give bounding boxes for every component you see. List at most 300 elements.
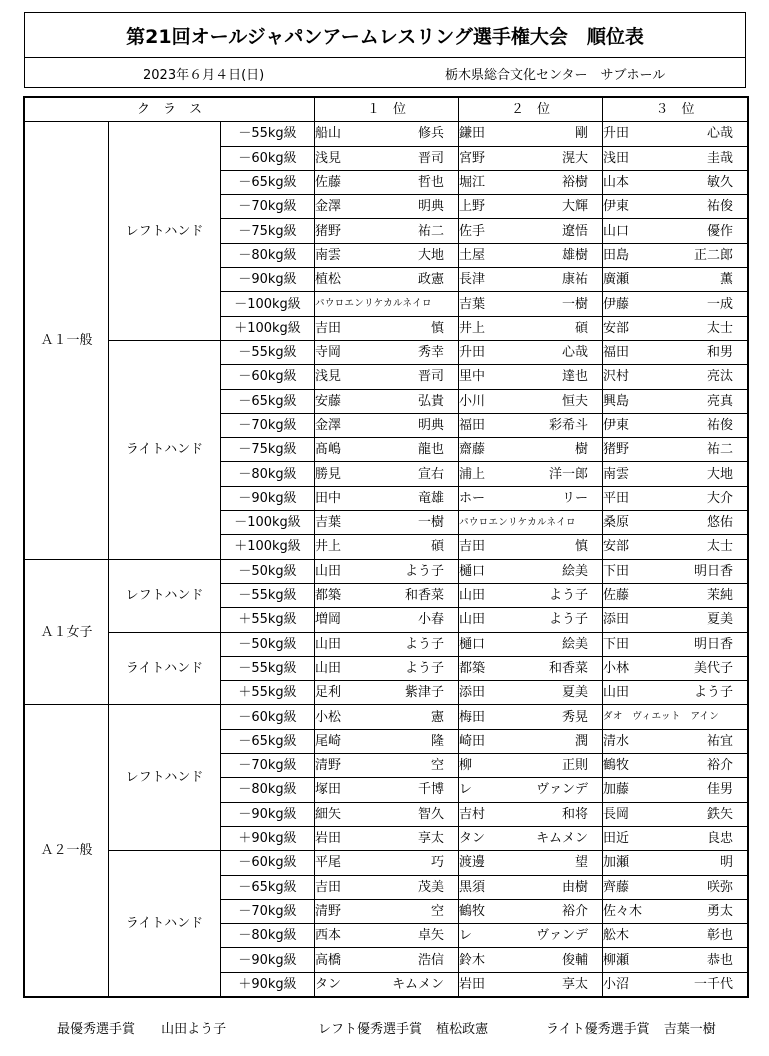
athlete-surname: 桑原	[603, 515, 630, 531]
athlete-surname: 佐手	[459, 223, 486, 239]
athlete-surname: 小松	[315, 709, 342, 725]
place-3-cell	[603, 802, 748, 826]
athlete-name	[603, 954, 747, 967]
athlete-surname: 吉葉	[315, 515, 342, 531]
athlete-given-name: 慎	[575, 539, 589, 555]
place-1-cell	[315, 365, 459, 389]
athlete-surname: 福田	[603, 345, 630, 361]
athlete-surname: 添田	[603, 612, 630, 628]
weight-class: ＋55kg級	[221, 681, 315, 705]
athlete-given-name: よう子	[405, 563, 445, 579]
athlete-surname: 田中	[315, 490, 342, 506]
athlete-given-name: 智久	[418, 806, 445, 822]
place-2-cell	[459, 316, 603, 340]
athlete-given-name: 茂美	[418, 879, 445, 895]
place-3-cell	[603, 122, 748, 146]
place-1-cell	[315, 608, 459, 632]
athlete-surname: 鎌田	[459, 126, 486, 142]
athlete-surname: 鶴牧	[603, 758, 630, 774]
table-row	[25, 122, 748, 146]
award-right	[546, 1018, 716, 1037]
place-2-cell	[459, 632, 603, 656]
place-2-cell	[459, 170, 603, 194]
athlete-given-name: ヴァンデ	[536, 782, 589, 798]
place-1-cell	[315, 146, 459, 170]
ranking-table-body	[25, 98, 748, 997]
place-1-cell	[315, 413, 459, 437]
place-1-cell	[315, 972, 459, 996]
hand-label: レフトハンド	[109, 559, 221, 632]
athlete-name	[315, 783, 458, 796]
table-header-row	[25, 98, 748, 122]
athlete-name	[315, 249, 458, 262]
athlete-given-name: 明	[720, 855, 734, 871]
athlete-name	[603, 346, 747, 359]
athlete-given-name: キムメン	[536, 831, 589, 847]
athlete-name	[315, 808, 458, 821]
athlete-name	[603, 492, 747, 505]
athlete-name	[603, 613, 747, 626]
place-2-cell	[459, 851, 603, 875]
athlete-surname: 小沼	[603, 976, 630, 992]
athlete-given-name: 晋司	[418, 150, 445, 166]
athlete-surname: 樋口	[459, 563, 486, 579]
athlete-given-name: 彩希斗	[549, 418, 589, 433]
athlete-given-name: 晋司	[418, 369, 445, 385]
athlete-surname: 吉田	[315, 879, 342, 895]
place-3-cell	[603, 583, 748, 607]
athlete-name	[459, 613, 602, 626]
place-3-cell	[603, 243, 748, 267]
place-2-cell	[459, 972, 603, 996]
athlete-given-name: 夏美	[707, 612, 734, 628]
athlete-surname: 安部	[603, 320, 630, 336]
award-best	[57, 1018, 226, 1037]
weight-class: －80kg級	[221, 778, 315, 802]
place-3-cell	[603, 413, 748, 437]
athlete-name	[459, 370, 602, 383]
athlete-name	[315, 759, 458, 772]
athlete-name	[459, 638, 602, 651]
weight-class: －55kg級	[221, 656, 315, 680]
athlete-given-name: 彰也	[707, 928, 734, 944]
weight-class: －80kg級	[221, 462, 315, 486]
athlete-surname: ホー	[459, 490, 486, 506]
athlete-surname: 吉葉	[459, 296, 486, 312]
athlete-surname: 高橋	[315, 952, 342, 968]
place-2-cell	[459, 219, 603, 243]
athlete-surname: 佐藤	[603, 588, 630, 604]
place-2-cell	[459, 243, 603, 267]
weight-class: －60kg級	[221, 365, 315, 389]
place-1-cell	[315, 511, 459, 535]
athlete-given-name: 祐二	[707, 442, 734, 458]
athlete-name	[315, 492, 458, 505]
class-group-label: Ａ１女子	[25, 559, 109, 705]
athlete-name	[459, 759, 602, 772]
athlete-name	[459, 783, 602, 796]
athlete-given-name: 美代子	[694, 660, 734, 676]
table-row	[25, 705, 748, 729]
place-3-cell	[603, 972, 748, 996]
place-2-cell	[459, 122, 603, 146]
athlete-name	[459, 468, 602, 481]
place-3-cell	[603, 559, 748, 583]
athlete-surname: 廣瀬	[603, 272, 630, 288]
athlete-name	[315, 978, 458, 991]
place-2-cell	[459, 559, 603, 583]
athlete-given-name: 祐宜	[707, 733, 734, 749]
athlete-name	[315, 225, 458, 238]
athlete-name	[459, 540, 602, 553]
header-class: ク ラ ス	[25, 98, 315, 122]
athlete-name	[459, 929, 602, 942]
athlete-surname: 植松	[315, 272, 342, 288]
athlete-given-name: ヴァンデ	[536, 928, 589, 944]
place-3-cell	[603, 899, 748, 923]
athlete-surname: 伊東	[603, 418, 630, 433]
weight-class: －70kg級	[221, 899, 315, 923]
place-1-cell	[315, 559, 459, 583]
athlete-given-name: 卓矢	[418, 928, 445, 944]
athlete-given-name: 秀晃	[562, 709, 589, 725]
athlete-given-name: 良忠	[707, 831, 734, 847]
athlete-surname: 升田	[603, 126, 630, 142]
athlete-surname: 山田	[603, 685, 630, 701]
place-1-cell	[315, 292, 459, 316]
athlete-surname: 小林	[603, 660, 630, 676]
event-date: 2023年６月４日(日)	[143, 68, 265, 83]
athlete-given-name: 慎	[431, 320, 445, 336]
place-2-cell	[459, 462, 603, 486]
class-group-label: Ａ２一般	[25, 705, 109, 997]
athlete-name	[459, 152, 602, 165]
athlete-name	[315, 200, 458, 213]
athlete-given-name: 宣右	[418, 466, 445, 482]
athlete-given-name: 佳男	[707, 782, 734, 798]
weight-class: －100kg級	[221, 511, 315, 535]
athlete-given-name: 碩	[575, 320, 589, 336]
athlete-surname: レ	[459, 782, 473, 798]
athlete-name	[603, 662, 747, 675]
athlete-name	[459, 905, 602, 918]
place-3-cell	[603, 292, 748, 316]
weight-class: －90kg級	[221, 268, 315, 292]
place-2-cell	[459, 486, 603, 510]
weight-class: －55kg級	[221, 583, 315, 607]
athlete-given-name: 享太	[418, 831, 445, 847]
athlete-surname: 堀江	[459, 175, 486, 191]
athlete-given-name: よう子	[549, 588, 589, 604]
athlete-given-name: 一千代	[694, 976, 734, 992]
athlete-given-name: 恭也	[707, 952, 734, 968]
place-2-cell	[459, 195, 603, 219]
header-first: １ 位	[315, 98, 459, 122]
athlete-surname: 増岡	[315, 612, 342, 628]
place-1-cell	[315, 924, 459, 948]
athlete-given-name: 恒夫	[562, 393, 589, 409]
athlete-surname: 小川	[459, 393, 486, 409]
athlete-surname: 清野	[315, 903, 342, 919]
athlete-given-name: 心哉	[707, 126, 734, 142]
athlete-name	[315, 395, 458, 408]
place-1-cell	[315, 170, 459, 194]
athlete-name	[459, 176, 602, 189]
athlete-name	[459, 492, 602, 505]
athlete-surname: 浅見	[315, 150, 342, 166]
weight-class: －100kg級	[221, 292, 315, 316]
place-1-cell	[315, 851, 459, 875]
event-venue: 栃木県総合文化センター サブホール	[445, 68, 666, 83]
athlete-name: パウロエンリケカルネイロ	[459, 516, 576, 528]
athlete-surname: 升田	[459, 345, 486, 361]
athlete-given-name: 太士	[707, 539, 734, 555]
place-3-cell	[603, 729, 748, 753]
athlete-surname: 吉村	[459, 806, 486, 822]
weight-class: ＋90kg級	[221, 972, 315, 996]
athlete-name	[459, 735, 602, 748]
place-3-cell	[603, 632, 748, 656]
place-1-cell	[315, 486, 459, 510]
athlete-surname: 猪野	[315, 223, 342, 239]
athlete-name	[459, 443, 602, 456]
place-1-cell	[315, 875, 459, 899]
award-left	[318, 1018, 488, 1037]
weight-class: －65kg級	[221, 875, 315, 899]
athlete-given-name: 紫津子	[405, 685, 445, 701]
athlete-surname: 里中	[459, 369, 486, 385]
athlete-name	[315, 540, 458, 553]
hand-label: ライトハンド	[109, 632, 221, 705]
place-3-cell	[603, 340, 748, 364]
athlete-surname: 都築	[459, 660, 486, 676]
athlete-given-name: 政憲	[418, 272, 445, 288]
place-3-cell	[603, 778, 748, 802]
place-3-cell	[603, 608, 748, 632]
athlete-name	[603, 298, 747, 311]
athlete-name	[603, 905, 747, 918]
place-1-cell	[315, 948, 459, 972]
place-2-cell	[459, 413, 603, 437]
athlete-surname: 金澤	[315, 418, 342, 433]
place-3-cell	[603, 316, 748, 340]
athlete-name	[459, 225, 602, 238]
athlete-name	[459, 419, 602, 432]
athlete-given-name: 大介	[707, 490, 734, 506]
place-2-cell	[459, 389, 603, 413]
athlete-surname: 井上	[315, 539, 342, 555]
place-3-cell	[603, 462, 748, 486]
athlete-given-name: 祐二	[418, 223, 445, 239]
place-1-cell	[315, 656, 459, 680]
athlete-given-name: 絵美	[562, 636, 589, 652]
athlete-given-name: 亮真	[707, 393, 734, 409]
athlete-name	[603, 273, 747, 286]
athlete-name	[459, 127, 602, 140]
athlete-name	[603, 881, 747, 894]
weight-class: －70kg級	[221, 754, 315, 778]
athlete-given-name: 洋一郎	[549, 466, 589, 482]
weight-class: －50kg級	[221, 632, 315, 656]
athlete-given-name: 俊輔	[562, 952, 589, 968]
hand-label: ライトハンド	[109, 340, 221, 559]
place-2-cell	[459, 778, 603, 802]
athlete-name	[603, 419, 747, 432]
athlete-surname: 浅田	[603, 150, 630, 166]
athlete-surname: 山田	[315, 636, 342, 652]
athlete-given-name: 裕樹	[562, 175, 589, 191]
athlete-given-name: 和香菜	[405, 588, 445, 604]
athlete-surname: 宮野	[459, 150, 486, 166]
weight-class: －80kg級	[221, 243, 315, 267]
athlete-name	[459, 711, 602, 724]
weight-class: －60kg級	[221, 705, 315, 729]
athlete-name	[315, 662, 458, 675]
athlete-given-name: 大地	[707, 466, 734, 482]
athlete-name: パウロエンリケカルネイロ	[315, 298, 432, 310]
place-3-cell	[603, 438, 748, 462]
hand-label: レフトハンド	[109, 122, 221, 341]
weight-class: －65kg級	[221, 389, 315, 413]
athlete-given-name: よう子	[405, 660, 445, 676]
athlete-given-name: 雄樹	[562, 247, 589, 263]
weight-class: －50kg級	[221, 559, 315, 583]
weight-class: ＋100kg級	[221, 535, 315, 559]
athlete-name	[459, 808, 602, 821]
athlete-name	[315, 346, 458, 359]
athlete-given-name: 樹	[575, 442, 589, 458]
athlete-surname: 田島	[603, 247, 630, 263]
athlete-given-name: 夏美	[562, 685, 589, 701]
athlete-name	[315, 905, 458, 918]
place-1-cell	[315, 681, 459, 705]
weight-class: －80kg級	[221, 924, 315, 948]
athlete-given-name: 碩	[431, 539, 445, 555]
athlete-given-name: 大輝	[562, 199, 589, 215]
athlete-surname: 佐藤	[315, 175, 342, 191]
athlete-given-name: 浩信	[418, 952, 445, 968]
athlete-given-name: 絵美	[562, 563, 589, 579]
athlete-name	[315, 881, 458, 894]
place-2-cell	[459, 268, 603, 292]
athlete-name	[315, 954, 458, 967]
athlete-name	[459, 686, 602, 699]
place-2-cell	[459, 875, 603, 899]
athlete-name	[459, 881, 602, 894]
table-row	[25, 632, 748, 656]
place-2-cell	[459, 292, 603, 316]
athlete-name	[459, 832, 602, 845]
athlete-name	[459, 249, 602, 262]
athlete-name	[459, 856, 602, 869]
athlete-surname: 山田	[315, 563, 342, 579]
place-2-cell	[459, 340, 603, 364]
athlete-given-name: 明日香	[694, 636, 734, 652]
place-2-cell	[459, 754, 603, 778]
place-2-cell	[459, 535, 603, 559]
athlete-name	[315, 322, 458, 335]
place-3-cell	[603, 195, 748, 219]
athlete-name	[315, 565, 458, 578]
athlete-name	[603, 127, 747, 140]
weight-class: －70kg級	[221, 413, 315, 437]
place-3-cell	[603, 146, 748, 170]
athlete-name	[315, 856, 458, 869]
weight-class: －90kg級	[221, 802, 315, 826]
athlete-given-name: 弘貴	[418, 393, 445, 409]
place-1-cell	[315, 705, 459, 729]
athlete-name	[603, 589, 747, 602]
athlete-given-name: 裕介	[562, 903, 589, 919]
place-1-cell	[315, 389, 459, 413]
athlete-surname: 柳	[459, 758, 473, 774]
weight-class: －60kg級	[221, 146, 315, 170]
athlete-surname: 平田	[603, 490, 630, 506]
weight-class: －65kg級	[221, 170, 315, 194]
athlete-name	[603, 686, 747, 699]
athlete-surname: 岩田	[315, 831, 342, 847]
athlete-surname: 福田	[459, 418, 486, 433]
header-third: ３ 位	[603, 98, 748, 122]
place-3-cell	[603, 826, 748, 850]
place-1-cell	[315, 729, 459, 753]
athlete-given-name: 圭哉	[707, 150, 734, 166]
athlete-name	[459, 200, 602, 213]
place-1-cell	[315, 219, 459, 243]
place-3-cell	[603, 851, 748, 875]
athlete-given-name: 和将	[562, 806, 589, 822]
place-1-cell	[315, 316, 459, 340]
place-3-cell	[603, 511, 748, 535]
athlete-surname: 清水	[603, 733, 630, 749]
place-2-cell	[459, 899, 603, 923]
athlete-given-name: 茉純	[707, 588, 734, 604]
athlete-given-name: 一樹	[418, 515, 445, 531]
athlete-given-name: よう子	[549, 612, 589, 628]
athlete-given-name: 心哉	[562, 345, 589, 361]
athlete-name	[315, 735, 458, 748]
athlete-surname: 鶴牧	[459, 903, 486, 919]
place-1-cell	[315, 535, 459, 559]
place-3-cell	[603, 268, 748, 292]
place-2-cell	[459, 802, 603, 826]
athlete-given-name: 和男	[707, 345, 734, 361]
place-2-cell	[459, 924, 603, 948]
athlete-surname: 渡邊	[459, 855, 486, 871]
athlete-name	[459, 589, 602, 602]
athlete-surname: 足利	[315, 685, 342, 701]
athlete-name	[459, 565, 602, 578]
place-1-cell	[315, 243, 459, 267]
athlete-given-name: 千博	[418, 782, 445, 798]
athlete-surname: 金澤	[315, 199, 342, 215]
athlete-surname: 吉田	[459, 539, 486, 555]
athlete-name	[315, 273, 458, 286]
athlete-surname: 鈴木	[459, 952, 486, 968]
athlete-surname: 齋藤	[459, 442, 486, 458]
athlete-surname: 山田	[459, 612, 486, 628]
athlete-name	[603, 516, 747, 529]
athlete-name	[603, 249, 747, 262]
athlete-name	[603, 735, 747, 748]
athlete-surname: 崎田	[459, 733, 486, 749]
place-3-cell	[603, 924, 748, 948]
weight-class: －55kg級	[221, 340, 315, 364]
athlete-name	[603, 929, 747, 942]
hand-label: レフトハンド	[109, 705, 221, 851]
athlete-given-name: 望	[575, 855, 589, 871]
place-2-cell	[459, 705, 603, 729]
